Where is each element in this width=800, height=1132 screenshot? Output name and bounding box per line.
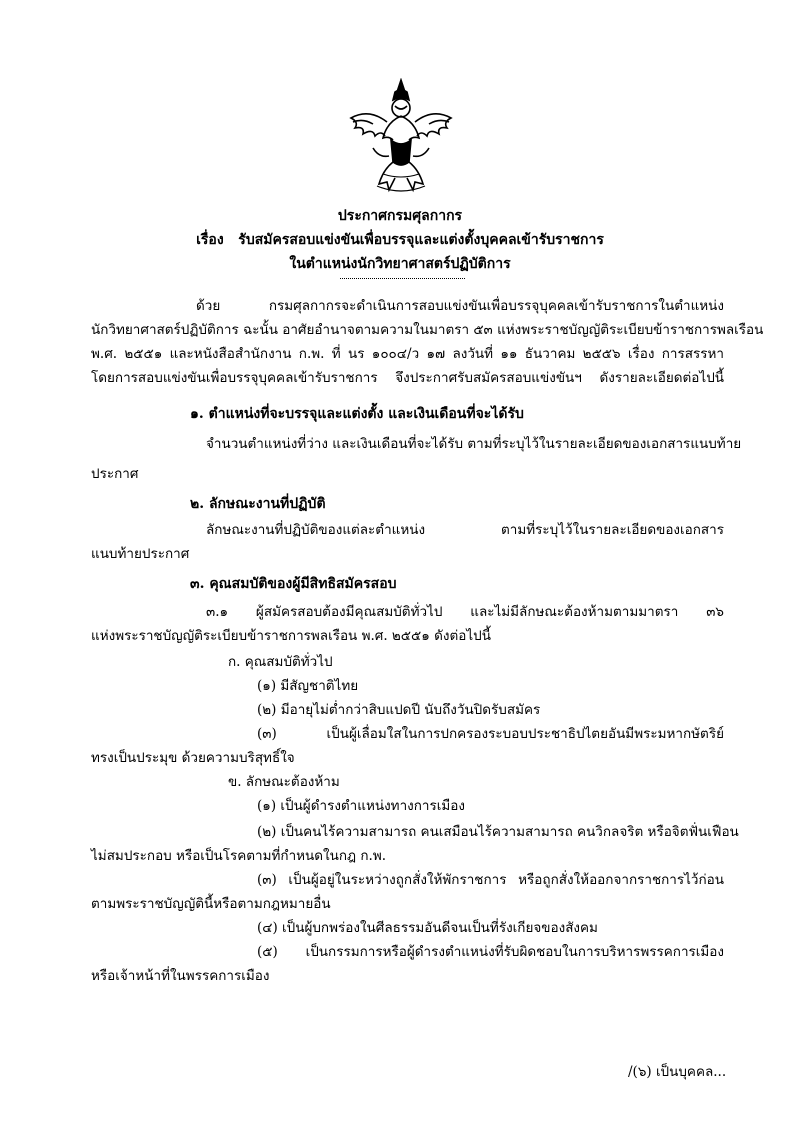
prohibited-item-5-line-2: หรือเจ้าหน้าที่ในพรรคการเมือง <box>91 968 270 984</box>
general-item-3-line-1: (๓) เป็นผู้เลื่อมใสในการปกครองระบอบประชาธิปไตยอันมีพระมหากษัตริย์ <box>257 726 724 742</box>
section-3-1-line-1: ๓.๑ ผู้สมัครสอบต้องมีคุณสมบัติทั่วไป และไม่มีลักษณะต้องห้ามตามมาตรา ๓๖ <box>206 604 724 620</box>
section-1-line-2: ประกาศ <box>91 466 139 482</box>
general-qualifications-heading: ก. คุณสมบัติทั่วไป <box>228 654 333 670</box>
section-3-heading: ๓. คุณสมบัติของผู้มีสิทธิสมัครสอบ <box>190 576 397 592</box>
subject-line-2: ในตำแหน่งนักวิทยาศาสตร์ปฏิบัติการ <box>289 256 511 272</box>
section-2-line-2: แนบท้ายประกาศ <box>91 546 190 562</box>
prohibited-heading: ข. ลักษณะต้องห้าม <box>228 774 340 790</box>
prohibited-item-5-line-1: (๕) เป็นกรรมการหรือผู้ดำรงตำแหน่งที่รับผิดชอบในการบริหารพรรคการเมือง <box>257 944 724 960</box>
intro-line-3: พ.ศ. ๒๕๕๑ และหนังสือสำนักงาน ก.พ. ที่ นร ๑๐๐๔/ว ๑๗ ลงวันที่ ๑๑ ธันวาคม ๒๕๕๖ เรื่อง การสรรหา <box>91 346 724 362</box>
prohibited-item-1: (๑) เป็นผู้ดำรงตำแหน่งทางการเมือง <box>257 798 465 814</box>
intro-line-2: นักวิทยาศาสตร์ปฏิบัติการ ฉะนั้น อาศัยอำนาจตามความในมาตรา ๕๓ แห่งพระราชบัญญัติระเบียบข้าราชการพลเรือน <box>91 322 764 338</box>
general-item-2: (๒) มีอายุไม่ต่ำกว่าสิบแปดปี นับถึงวันปิดรับสมัคร <box>257 702 541 718</box>
intro-line-1: ด้วย กรมศุลกากรจะดำเนินการสอบแข่งขันเพื่อบรรจุบุคคลเข้ารับราชการในตำแหน่ง <box>196 298 724 314</box>
general-item-3-line-2: ทรงเป็นประมุข ด้วยความบริสุทธิ์ใจ <box>91 750 295 766</box>
section-1-line-1: จำนวนตำแหน่งที่ว่าง และเงินเดือนที่จะได้รับ ตามที่ระบุไว้ในรายละเอียดของเอกสารแนบท้าย <box>206 436 742 452</box>
prohibited-item-2-line-1: (๒) เป็นคนไร้ความสามารถ คนเสมือนไร้ความสามารถ คนวิกลจริต หรือจิตฟั่นเฟือน <box>257 824 739 840</box>
subject-line-1 <box>0 229 800 251</box>
prohibited-item-4: (๔) เป็นผู้บกพร่องในศีลธรรมอันดีจนเป็นที่รังเกียจของสังคม <box>257 920 598 936</box>
general-item-1: (๑) มีสัญชาติไทย <box>257 678 359 694</box>
prohibited-item-3-line-2: ตามพระราชบัญญัตินี้หรือตามกฎหมายอื่น <box>91 896 331 912</box>
page-continuation: /(๖) เป็นบุคคล... <box>628 1064 727 1080</box>
section-2-line-1: ลักษณะงานที่ปฏิบัติของแต่ละตำแหน่ง ตามที่ระบุไว้ในรายละเอียดของเอกสาร <box>206 522 724 538</box>
prohibited-item-3-line-1: (๓) เป็นผู้อยู่ในระหว่างถูกสั่งให้พักราชการ หรือถูกสั่งให้ออกจากราชการไว้ก่อน <box>257 872 724 888</box>
subject-prefix: เรื่อง <box>196 232 224 248</box>
prohibited-item-2-line-2: ไม่สมประกอบ หรือเป็นโรคตามที่กำหนดในกฎ ก.พ. <box>91 848 387 864</box>
subject-text: รับสมัครสอบแข่งขันเพื่อบรรจุและแต่งตั้งบุคคลเข้ารับราชการ <box>238 232 604 248</box>
garuda-emblem <box>343 78 459 196</box>
document-title: ประกาศกรมศุลกากร <box>337 208 463 224</box>
intro-line-4: โดยการสอบแข่งขันเพื่อบรรจุบุคคลเข้ารับราชการ จึงประกาศรับสมัครสอบแข่งขันฯ ดังรายละเอียดต่อไปนี้ <box>91 370 724 386</box>
section-3-1-line-2: แห่งพระราชบัญญัติระเบียบข้าราชการพลเรือน พ.ศ. ๒๕๕๑ ดังต่อไปนี้ <box>91 628 491 644</box>
section-1-heading: ๑. ตำแหน่งที่จะบรรจุและแต่งตั้ง และเงินเดือนที่จะได้รับ <box>190 406 524 422</box>
title-divider <box>340 278 465 279</box>
section-2-heading: ๒. ลักษณะงานที่ปฏิบัติ <box>190 496 326 512</box>
